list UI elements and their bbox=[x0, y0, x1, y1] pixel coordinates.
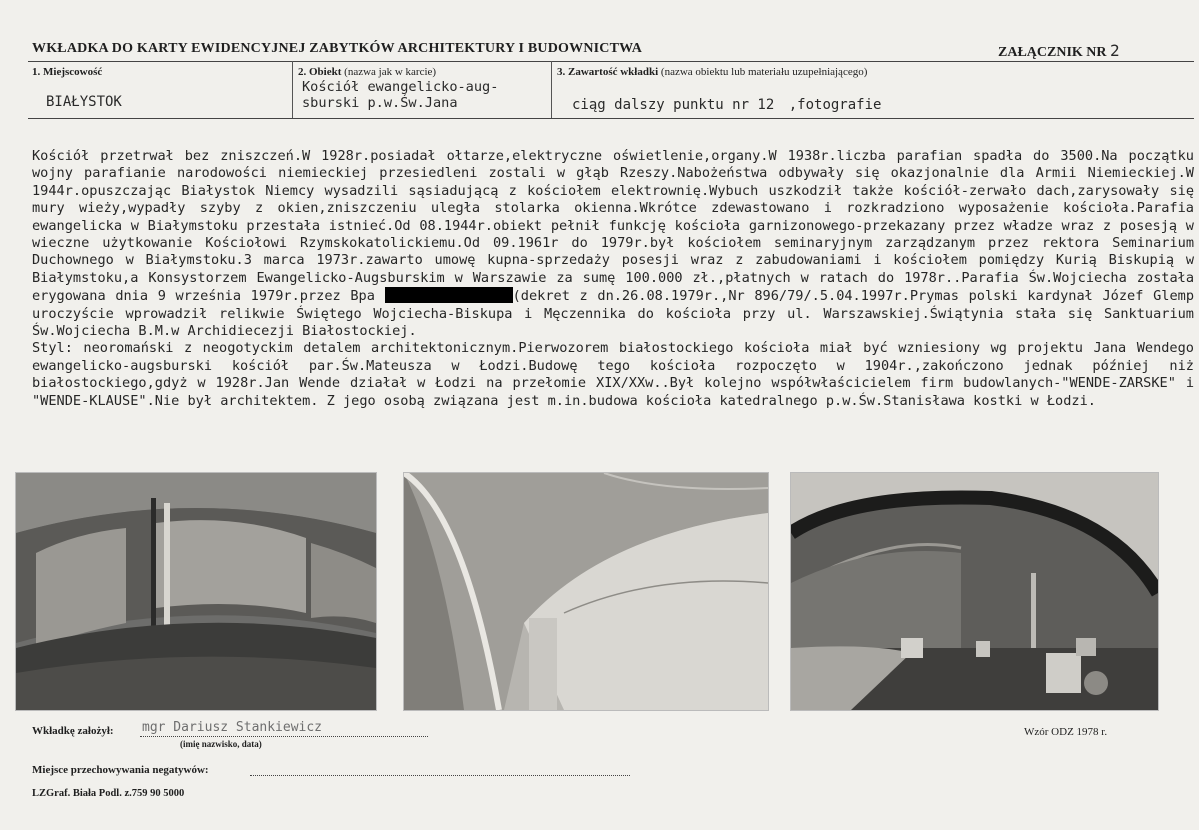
author-line bbox=[140, 736, 428, 737]
author-value: mgr Dariusz Stankiewicz bbox=[142, 720, 323, 735]
field-3-label bbox=[557, 66, 867, 78]
field-3-value-extra: ,fotografie bbox=[788, 97, 882, 113]
field-3-value bbox=[572, 97, 881, 113]
paragraph-history-part2: (dekret z dn.26.08.1979r.,Nr 896/79/.5.04.1997r.Prymas polski kardynał Józef Glemp uroczyście wprowadził relikwie Świętego Wojciecha-Biskupa i Męczennika do kościoła przy ul. Warszawskiej.Świątynia stała się Sanktuarium Św.Wojciecha B.M.w Archidiecezji Białostockiej. bbox=[32, 288, 1194, 340]
field-1-value: BIAŁYSTOK bbox=[46, 94, 122, 110]
photo-vault-interior-1-image bbox=[16, 473, 376, 710]
field-2-title: 2. Obiekt bbox=[298, 66, 342, 78]
paragraph-style: Styl: neoromański z neogotyckim detalem architektonicznym.Pierwozorem białostockiego kościoła miał być wzniesiony wg projektu Jana Wendego ewangelicko-augsburski kościół par.Św.Mateusza w Łodzi.Budowę tego kościoła rozpoczęto w 1904r.,zakończono jednak później niż białostockiego,gdyż w 1928r.Jan Wende działał w Łodzi na przełomie XIX/XXw..Był kolejno współwłaścicielem firm budowlanych-"WENDE-ZARSKE" i "WENDE-KLAUSE".Nie był architektem. Z jego osobą związana jest m.in.budowa kościoła katedralnego p.w.Św.Stanisława kostki w Łodzi. bbox=[32, 340, 1194, 409]
attachment-number-label bbox=[998, 41, 1120, 61]
photo-vault-interior-1 bbox=[15, 472, 377, 711]
field-separator bbox=[551, 61, 552, 118]
field-2-value-line: sburski p.w.Św.Jana bbox=[302, 95, 458, 111]
body-text bbox=[32, 148, 1194, 410]
photo-vault-interior-3-image bbox=[791, 473, 1158, 710]
attachment-number: 2 bbox=[1110, 41, 1120, 60]
field-3-value-text: ciąg dalszy punktu nr 12 bbox=[572, 97, 775, 113]
photo-vault-interior-2-image bbox=[404, 473, 768, 710]
author-subtitle: (imię nazwisko, data) bbox=[180, 739, 262, 749]
fields-divider bbox=[28, 118, 1194, 119]
field-2-label bbox=[298, 66, 436, 78]
field-2-value-line: Kościół ewangelicko-aug- bbox=[302, 79, 499, 95]
field-3-subtitle: (nazwa obiektu lub materiału uzupełniającego) bbox=[660, 66, 868, 78]
author-label: Wkładkę założył: bbox=[32, 725, 114, 737]
field-2-value bbox=[302, 79, 498, 111]
field-1-label: 1. Miejscowość bbox=[32, 66, 103, 78]
field-3-title: 3. Zawartość wkładki bbox=[557, 66, 659, 78]
photo-vault-interior-2 bbox=[403, 472, 769, 711]
paragraph-history bbox=[32, 148, 1194, 340]
printer-info: LZGraf. Biała Podl. z.759 90 5000 bbox=[32, 788, 185, 799]
field-separator bbox=[292, 61, 293, 118]
photo-vault-interior-3 bbox=[790, 472, 1159, 711]
redacted-name bbox=[385, 287, 513, 303]
form-title: WKŁADKA DO KARTY EWIDENCYJNEJ ZABYTKÓW ARCHITEKTURY I BUDOWNICTWA bbox=[32, 41, 643, 56]
paragraph-history-part1: Kościół przetrwał bez zniszczeń.W 1928r.posiadał ołtarze,elektryczne oświetlenie,organy.W 1938r.liczba parafian spadła do 3500.Na początku wojny parafianie narodowości niemieckiej przesiedleni zostali w głąb Rzeszy.Nabożeństwa odbywały się okazjonalnie dla Armii Niemieckiej.W 1944r.opuszczając Białystok Niemcy wysadzili sąsiadującą z kościołem elektrownię.Wybuch uszkodził także kościół-zerwało dach,zarysowały się mury wieży,wypadły szyby z okien,zniszczeniu uległa stolarka okienna.Wkrótce zdewastowano i rozkradziono wyposażenie kościoła.Parafia ewangelicka w Białymstoku przestała istnieć.Od 08.1944r.obiekt pełnił funkcję kościoła garnizonowego-przekazany przez władze wraz z posesją w wieczne użytkowanie Kościołowi Rzymskokatolickiemu.Od 09.1961r do 1979r.był kościołem seminaryjnym zarządzanym przez rektora Seminarium Duchownego w Białymstoku.3 marca 1973r.zawarto umowę kupna-sprzedaży posesji wraz z zabudowaniami i kościołem pomiędzy Kurią Biskupią w Białymstoku,a Konsystorzem Ewangelicko-Augsburskim w Warszawie za sumę 100.000 zł.,płatnych w ratach do 1978r..Parafia Św.Wojciecha została erygowana dnia 9 września 1979r.przez Bpa bbox=[32, 148, 1194, 305]
header-divider bbox=[28, 61, 1194, 62]
negatives-line bbox=[250, 775, 630, 776]
negatives-label: Miejsce przechowywania negatywów: bbox=[32, 764, 209, 776]
field-2-subtitle: (nazwa jak w karcie) bbox=[344, 66, 437, 78]
attachment-label: ZAŁĄCZNIK NR bbox=[998, 45, 1107, 60]
form-model: Wzór ODZ 1978 r. bbox=[1024, 726, 1108, 738]
